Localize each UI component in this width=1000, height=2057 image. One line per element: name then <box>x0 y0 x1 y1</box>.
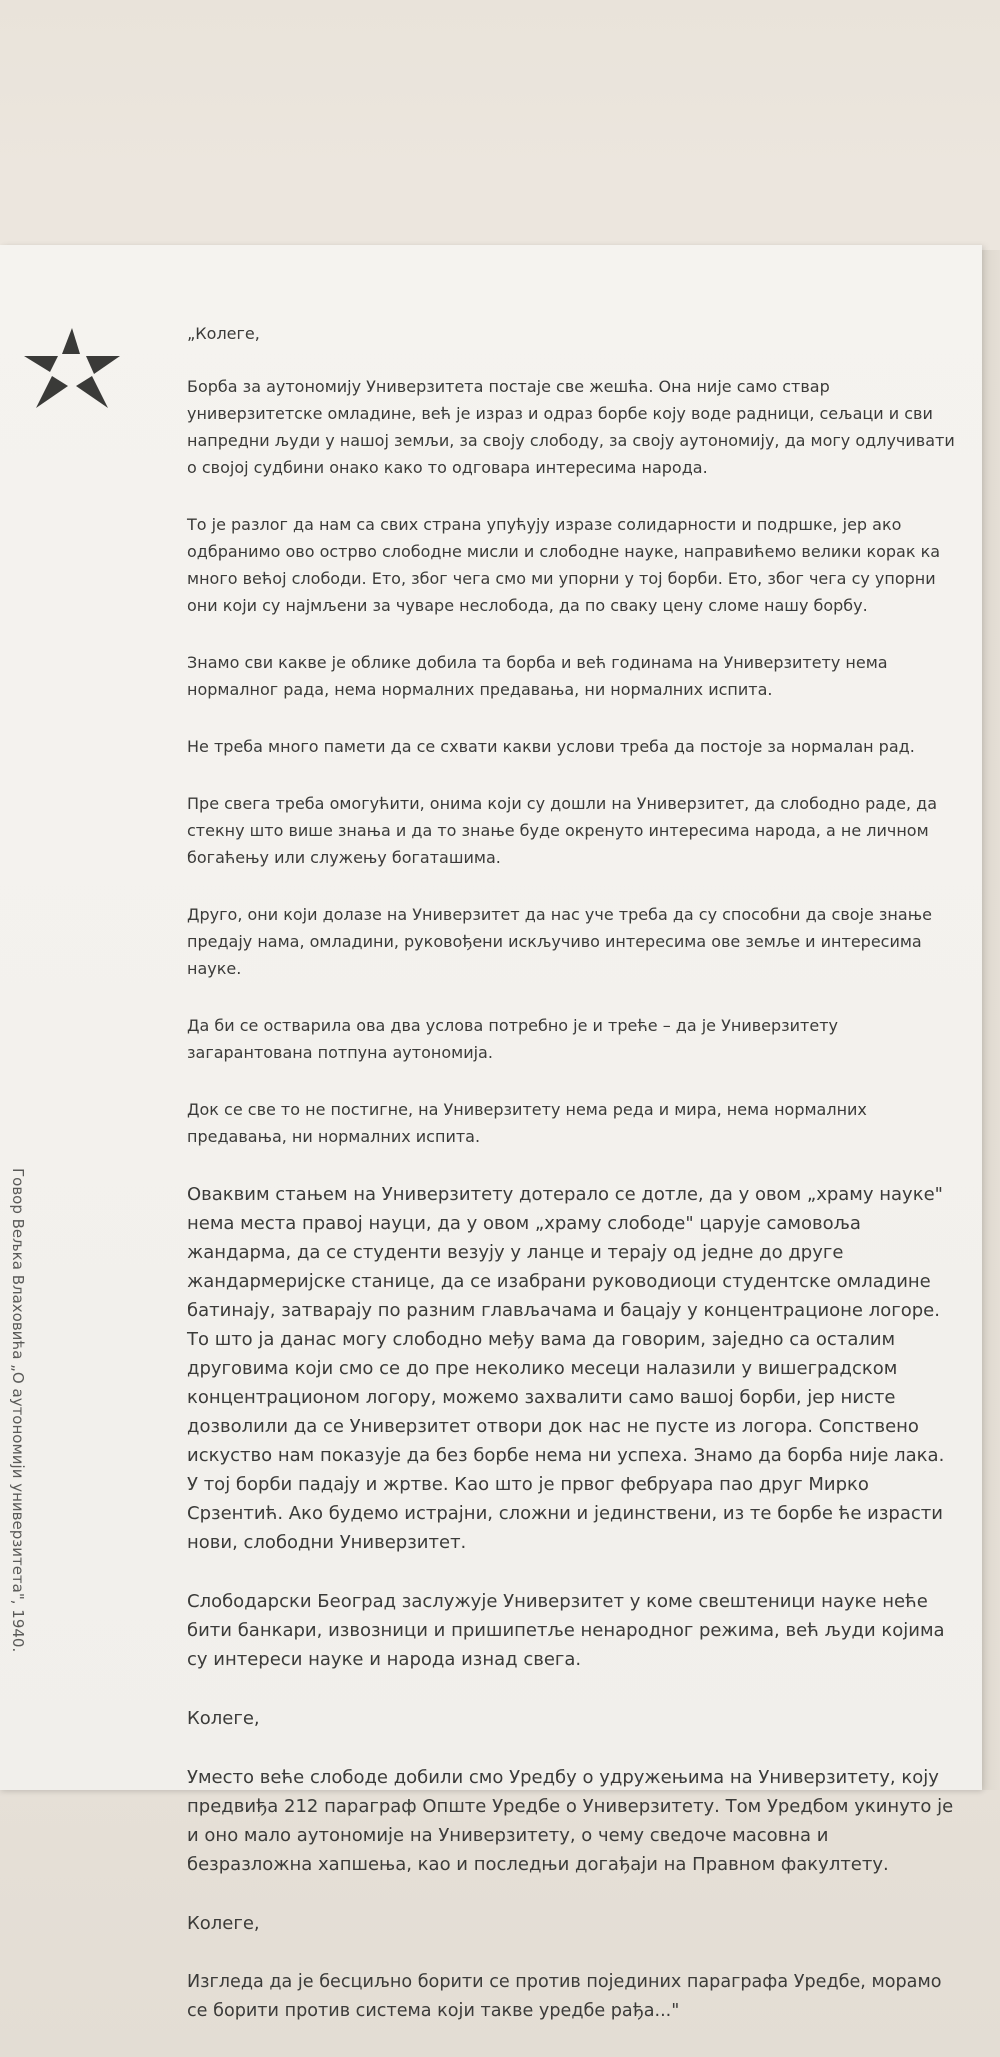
letter-paragraph: Док се све то не постигне, на Универзитету нема реда и мира, нема нормалних предавања, ни нормалних испита. <box>187 1100 867 1146</box>
letter-paragraph: Уместо веће слободе добили смо Уредбу о удружењима на Универзитету, коју предвиђа 212 параграф Опште Уредбе о Универзитету. Том Уредбом укинуто је и оно мало аутономије на Универзитету, о чему сведоче масовна и безразложна хапшења, као и последњи догађаји на Правном факултету. <box>187 1767 954 1875</box>
side-caption: Говор Вељка Влаховића „О аутономији универзитета", 1940. <box>9 1168 27 1653</box>
letter-paragraph: То је разлог да нам са свих страна упућују изразе солидарности и подршке, јер ако одбранимо ово острво слободне мисли и слободне науке, направићемо велики корак ка много већој слободи. Ето, због чега смо ми упорни у тој борби. Ето, због чега су упорни они који су најмљени за чуваре неслобода, да по сваку цену сломе нашу борбу. <box>187 515 941 615</box>
letter-closing-paragraph: Изгледа да је бесциљно борити се против појединих параграфа Уредбе, морамо се борити против система који такве уредбе рађа..." <box>187 1972 942 2021</box>
letter-text <box>187 320 957 2056</box>
letter-greeting: „Колеге, <box>187 324 260 343</box>
letter-paragraph: Да би се остварила ова два услова потребно је и треће – да је Универзитету загарантована потпуна аутономија. <box>187 1016 838 1062</box>
letter-paragraph: Пре свега треба омогућити, онима који су дошли на Универзитет, да слободно раде, да стекну што више знања и да то знање буде окренуто интересима народа, а не личном богаћењу или служењу богаташима. <box>187 794 938 867</box>
letter-paragraph: Знамо сви какве је облике добила та борба и већ годинама на Универзитету нема нормалног рада, нема нормалних предавања, ни нормалних испита. <box>187 653 888 699</box>
letter-paragraph: Оваквим стањем на Универзитету дотерало се дотле, да у овом „храму науке" нема места правој науци, да у овом „храму слободе" царује самовоља жандарма, да се студенти везују у ланце и терају од једне до друге жандармеријске станице, да се изабрани руководиоци студентске омладине батинају, затварају по разним глављачама и бацају у концентрационе логоре. То што ја данас могу слободно међу вама да говорим, заједно са осталим друговима који смо се до пре неколико месеци налазили у вишеградском концентрационом логору, можемо захвалити само вашој борби, јер нисте дозволили да се Универзитет отвори док нас не пусте из логора. Сопствено искуство нам показује да без борбе нема ни успеха. Знамо да борба није лака. У тој борби падају и жртве. Као што је првог фебруара пао друг Мирко Срзентић. Ако будемо истрајни, сложни и јединствени, из те борбе ће израсти нови, слободни Универзитет. <box>187 1184 945 1553</box>
five-pointed-star-icon <box>22 326 122 410</box>
letter-address: Колеге, <box>187 1913 260 1934</box>
letter-paragraph: Друго, они који долазе на Универзитет да нас уче треба да су способни да своје знање предају нама, омладини, руковођени искључиво интересима ове земље и интересима науке. <box>187 905 932 978</box>
wall-background <box>980 250 1000 1790</box>
letter-paragraph: Слободарски Београд заслужује Универзитет у коме свештеници науке неће бити банкари, извозници и пришипетље ненародног режима, већ људи којима су интереси науке и народа изнад свега. <box>187 1591 945 1670</box>
letter-address: Колеге, <box>187 1708 260 1729</box>
letter-paragraph: Не треба много памети да се схвати какви услови треба да постоје за нормалан рад. <box>187 737 915 756</box>
letter-paragraph: Борба за аутономију Универзитета постаје све жешћа. Она није само ствар универзитетске омладине, већ је израз и одраз борбе коју воде радници, сељаци и сви напредни људи у нашој земљи, за своју слободу, за своју аутономију, да могу одлучивати о својој судбини онако како то одговара интересима народа. <box>187 377 955 477</box>
